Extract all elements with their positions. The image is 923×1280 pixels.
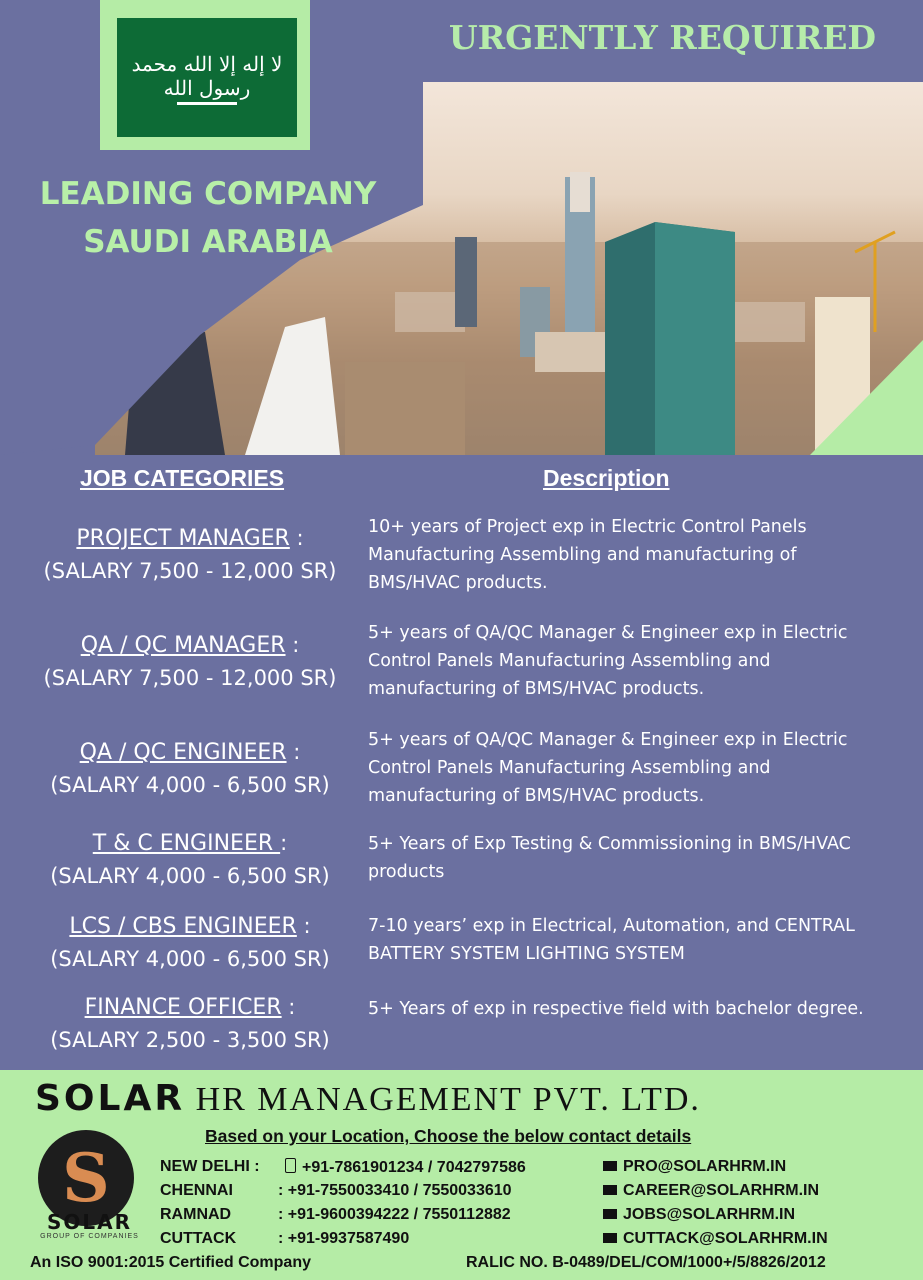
job-title-block: PROJECT MANAGER : (SALARY 7,500 - 12,000 SR) (43, 526, 337, 583)
contact-email[interactable]: JOBS@SOLARHRM.IN (623, 1206, 796, 1223)
mail-icon (603, 1209, 617, 1219)
job-title: FINANCE OFFICER (84, 995, 282, 1020)
job-salary: (SALARY 4,000 - 6,500 SR) (50, 864, 330, 888)
contact-row (160, 1230, 920, 1252)
job-title: T & C ENGINEER (92, 831, 281, 856)
job-title-block: LCS / CBS ENGINEER : (SALARY 4,000 - 6,500 SR) (50, 914, 330, 971)
flag-script: لا إله إلا الله محمد رسول الله (131, 52, 283, 100)
mail-icon (603, 1185, 617, 1195)
job-title: QA / QC ENGINEER (79, 740, 287, 765)
job-title-block: T & C ENGINEER : (SALARY 4,000 - 6,500 SR) (50, 831, 330, 888)
mail-icon (603, 1233, 617, 1243)
contact-city: RAMNAD (160, 1206, 232, 1223)
job-description: 5+ Years of Exp Testing & Commissioning in BMS/HVAC products (368, 834, 851, 882)
company-name (35, 1078, 915, 1119)
job-description: 5+ years of QA/QC Manager & Engineer exp in Electric Control Panels Manufacturing Assembling and manufacturing of BMS/HVAC products. (368, 623, 848, 699)
job-description: 5+ years of QA/QC Manager & Engineer exp in Electric Control Panels Manufacturing Assembling and manufacturing of BMS/HVAC products. (368, 730, 848, 806)
job-title-block: QA / QC MANAGER : (SALARY 7,500 - 12,000 SR) (43, 633, 337, 690)
job-title-block: FINANCE OFFICER : (SALARY 2,500 - 3,500 SR) (50, 995, 330, 1052)
description-heading: Description (543, 465, 670, 491)
contact-phone[interactable]: +91-7861901234 / 7042797586 (302, 1159, 526, 1176)
leading-line-1: LEADING COMPANY (39, 176, 377, 212)
contact-row (160, 1182, 920, 1204)
job-title: QA / QC MANAGER (80, 633, 286, 658)
job-salary: (SALARY 7,500 - 12,000 SR) (43, 559, 337, 583)
contact-city: CHENNAI (160, 1182, 233, 1199)
leading-company-heading (8, 170, 408, 266)
leading-line-2: SAUDI ARABIA (83, 224, 333, 260)
job-description: 7-10 years’ exp in Electrical, Automation, and CENTRAL BATTERY SYSTEM LIGHTING SYSTEM (368, 916, 855, 964)
contact-email[interactable]: CAREER@SOLARHRM.IN (623, 1182, 820, 1199)
contact-phone[interactable]: : +91-9937587490 (278, 1230, 410, 1247)
contact-city: CUTTACK (160, 1230, 237, 1247)
job-categories-heading: JOB CATEGORIES (80, 465, 285, 491)
contact-row (160, 1206, 920, 1228)
urgent-title: URGENTLY REQUIRED (448, 18, 877, 57)
job-salary: (SALARY 7,500 - 12,000 SR) (43, 666, 337, 690)
solar-logo-name: SOLAR (46, 1210, 133, 1234)
contact-footer (0, 1070, 923, 1280)
saudi-flag (117, 18, 297, 137)
flag-sword-icon (177, 102, 237, 105)
mail-icon (603, 1161, 617, 1171)
ralic-number: RALIC NO. B-0489/DEL/COM/1000+/5/8826/2012 (466, 1254, 826, 1271)
job-description: 5+ Years of exp in respective field with bachelor degree. (368, 999, 864, 1019)
contact-phone[interactable]: : +91-7550033410 / 7550033610 (278, 1182, 512, 1199)
location-instruction: Based on your Location, Choose the below contact details (205, 1126, 692, 1146)
job-title: LCS / CBS ENGINEER (69, 914, 297, 939)
company-name-rest: HR MANAGEMENT PVT. LTD. (185, 1081, 701, 1118)
contact-city: NEW DELHI : (160, 1158, 260, 1175)
phone-icon (285, 1158, 296, 1173)
job-title-block: QA / QC ENGINEER : (SALARY 4,000 - 6,500 SR) (50, 740, 330, 797)
job-salary: (SALARY 2,500 - 3,500 SR) (50, 1028, 330, 1052)
contact-email[interactable]: CUTTACK@SOLARHRM.IN (623, 1230, 828, 1247)
job-salary: (SALARY 4,000 - 6,500 SR) (50, 773, 330, 797)
solar-logo-subtitle: GROUP OF COMPANIES (40, 1233, 139, 1240)
job-title: PROJECT MANAGER (76, 526, 290, 551)
job-description: 10+ years of Project exp in Electric Control Panels Manufacturing Assembling and manufacturing of BMS/HVAC products. (368, 517, 807, 593)
job-salary: (SALARY 4,000 - 6,500 SR) (50, 947, 330, 971)
iso-certification: An ISO 9001:2015 Certified Company (30, 1254, 311, 1271)
job-listing (0, 455, 923, 1070)
contact-phone[interactable]: : +91-9600394222 / 7550112882 (278, 1206, 511, 1223)
contact-email[interactable]: PRO@SOLARHRM.IN (623, 1158, 787, 1175)
solar-logo-letter: S (62, 1139, 110, 1217)
contact-row (160, 1158, 920, 1180)
company-name-solar: SOLAR (35, 1078, 186, 1119)
header-banner (0, 0, 923, 455)
